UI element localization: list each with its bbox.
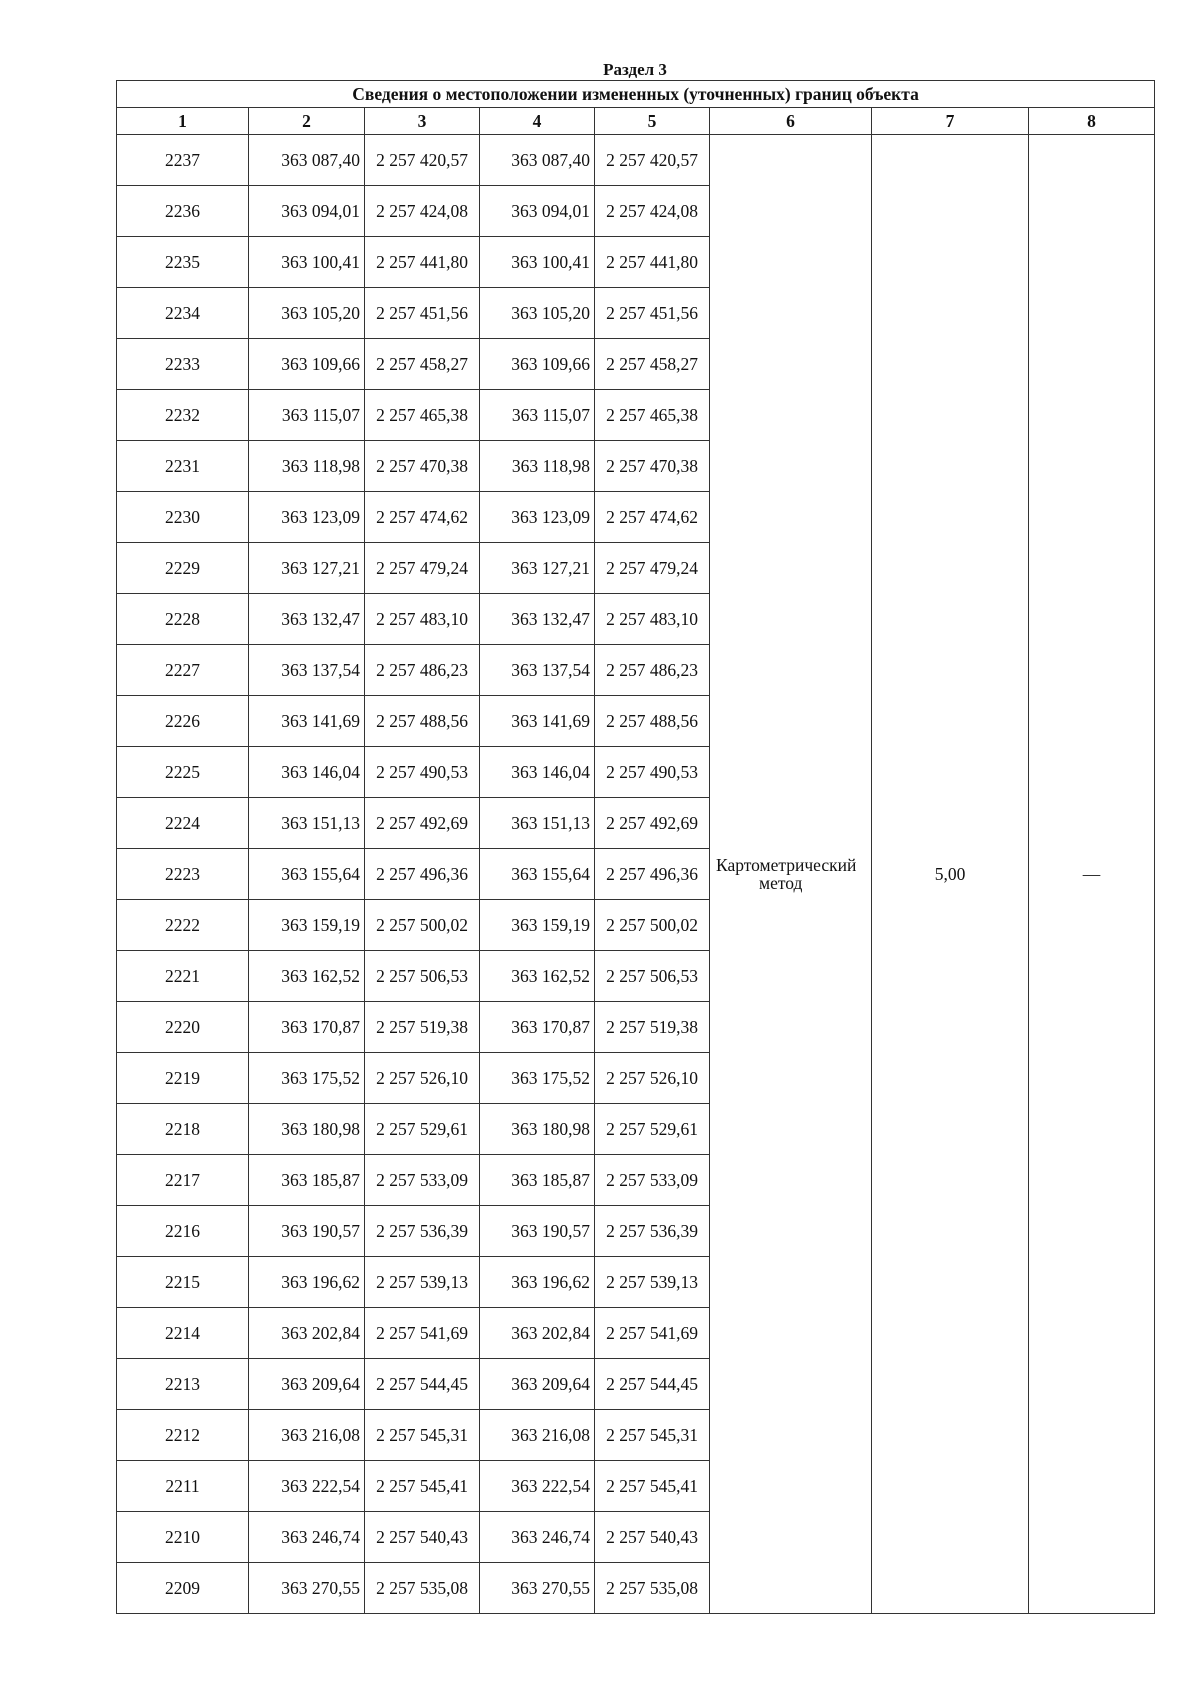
x-new-cell: 363 141,69 xyxy=(480,696,595,747)
x-new-cell: 363 270,55 xyxy=(480,1563,595,1614)
point-number-cell: 2219 xyxy=(117,1053,249,1104)
x-old-cell: 363 196,62 xyxy=(249,1257,365,1308)
table-body xyxy=(117,81,1155,1614)
y-new-cell: 2 257 465,38 xyxy=(595,390,710,441)
x-old-cell: 363 118,98 xyxy=(249,441,365,492)
point-number-cell: 2233 xyxy=(117,339,249,390)
x-old-cell: 363 185,87 xyxy=(249,1155,365,1206)
y-old-cell: 2 257 500,02 xyxy=(365,900,480,951)
point-number-cell: 2237 xyxy=(117,135,249,186)
x-old-cell: 363 109,66 xyxy=(249,339,365,390)
y-new-cell: 2 257 451,56 xyxy=(595,288,710,339)
x-old-cell: 363 115,07 xyxy=(249,390,365,441)
point-number-cell: 2227 xyxy=(117,645,249,696)
y-old-cell: 2 257 488,56 xyxy=(365,696,480,747)
y-new-cell: 2 257 474,62 xyxy=(595,492,710,543)
y-old-cell: 2 257 506,53 xyxy=(365,951,480,1002)
y-old-cell: 2 257 519,38 xyxy=(365,1002,480,1053)
x-new-cell: 363 109,66 xyxy=(480,339,595,390)
point-number-cell: 2220 xyxy=(117,1002,249,1053)
point-number-cell: 2236 xyxy=(117,186,249,237)
column-number: 6 xyxy=(710,108,872,135)
x-old-cell: 363 202,84 xyxy=(249,1308,365,1359)
method-line2: метод xyxy=(759,873,803,893)
point-number-cell: 2215 xyxy=(117,1257,249,1308)
column-number: 3 xyxy=(365,108,480,135)
accuracy-cell: 5,00 xyxy=(872,135,1029,1614)
x-old-cell: 363 100,41 xyxy=(249,237,365,288)
point-number-cell: 2223 xyxy=(117,849,249,900)
x-old-cell: 363 170,87 xyxy=(249,1002,365,1053)
x-new-cell: 363 151,13 xyxy=(480,798,595,849)
y-new-cell: 2 257 529,61 xyxy=(595,1104,710,1155)
x-new-cell: 363 246,74 xyxy=(480,1512,595,1563)
point-number-cell: 2209 xyxy=(117,1563,249,1614)
y-new-cell: 2 257 424,08 xyxy=(595,186,710,237)
y-old-cell: 2 257 545,41 xyxy=(365,1461,480,1512)
y-new-cell: 2 257 545,41 xyxy=(595,1461,710,1512)
y-old-cell: 2 257 486,23 xyxy=(365,645,480,696)
x-new-cell: 363 132,47 xyxy=(480,594,595,645)
x-old-cell: 363 162,52 xyxy=(249,951,365,1002)
method-cell xyxy=(710,135,872,1614)
x-old-cell: 363 155,64 xyxy=(249,849,365,900)
y-new-cell: 2 257 539,13 xyxy=(595,1257,710,1308)
x-old-cell: 363 105,20 xyxy=(249,288,365,339)
x-old-cell: 363 190,57 xyxy=(249,1206,365,1257)
y-new-cell: 2 257 490,53 xyxy=(595,747,710,798)
y-old-cell: 2 257 458,27 xyxy=(365,339,480,390)
x-old-cell: 363 127,21 xyxy=(249,543,365,594)
point-number-cell: 2210 xyxy=(117,1512,249,1563)
section-title: Раздел 3 xyxy=(603,60,667,79)
x-old-cell: 363 151,13 xyxy=(249,798,365,849)
y-old-cell: 2 257 451,56 xyxy=(365,288,480,339)
y-old-cell: 2 257 526,10 xyxy=(365,1053,480,1104)
x-new-cell: 363 100,41 xyxy=(480,237,595,288)
x-new-cell: 363 146,04 xyxy=(480,747,595,798)
x-new-cell: 363 155,64 xyxy=(480,849,595,900)
point-number-cell: 2232 xyxy=(117,390,249,441)
y-new-cell: 2 257 541,69 xyxy=(595,1308,710,1359)
y-old-cell: 2 257 474,62 xyxy=(365,492,480,543)
x-old-cell: 363 094,01 xyxy=(249,186,365,237)
y-old-cell: 2 257 536,39 xyxy=(365,1206,480,1257)
x-new-cell: 363 170,87 xyxy=(480,1002,595,1053)
column-number: 1 xyxy=(117,108,249,135)
y-new-cell: 2 257 441,80 xyxy=(595,237,710,288)
x-new-cell: 363 118,98 xyxy=(480,441,595,492)
y-new-cell: 2 257 526,10 xyxy=(595,1053,710,1104)
x-old-cell: 363 146,04 xyxy=(249,747,365,798)
column-number: 7 xyxy=(872,108,1029,135)
point-number-cell: 2229 xyxy=(117,543,249,594)
column-number: 8 xyxy=(1029,108,1155,135)
y-old-cell: 2 257 490,53 xyxy=(365,747,480,798)
y-new-cell: 2 257 492,69 xyxy=(595,798,710,849)
y-new-cell: 2 257 500,02 xyxy=(595,900,710,951)
point-number-cell: 2216 xyxy=(117,1206,249,1257)
point-number-cell: 2211 xyxy=(117,1461,249,1512)
point-number-cell: 2234 xyxy=(117,288,249,339)
boundary-table xyxy=(116,80,1155,1614)
x-old-cell: 363 246,74 xyxy=(249,1512,365,1563)
method-line1: Картометрический xyxy=(716,855,857,875)
x-old-cell: 363 180,98 xyxy=(249,1104,365,1155)
x-new-cell: 363 162,52 xyxy=(480,951,595,1002)
x-new-cell: 363 202,84 xyxy=(480,1308,595,1359)
point-number-cell: 2225 xyxy=(117,747,249,798)
y-old-cell: 2 257 544,45 xyxy=(365,1359,480,1410)
y-new-cell: 2 257 420,57 xyxy=(595,135,710,186)
column-number-row xyxy=(117,108,1155,135)
x-new-cell: 363 127,21 xyxy=(480,543,595,594)
y-new-cell: 2 257 458,27 xyxy=(595,339,710,390)
x-old-cell: 363 141,69 xyxy=(249,696,365,747)
y-old-cell: 2 257 465,38 xyxy=(365,390,480,441)
y-old-cell: 2 257 496,36 xyxy=(365,849,480,900)
y-old-cell: 2 257 483,10 xyxy=(365,594,480,645)
x-old-cell: 363 087,40 xyxy=(249,135,365,186)
x-new-cell: 363 175,52 xyxy=(480,1053,595,1104)
y-new-cell: 2 257 488,56 xyxy=(595,696,710,747)
x-old-cell: 363 137,54 xyxy=(249,645,365,696)
x-new-cell: 363 123,09 xyxy=(480,492,595,543)
x-new-cell: 363 137,54 xyxy=(480,645,595,696)
point-number-cell: 2217 xyxy=(117,1155,249,1206)
x-new-cell: 363 159,19 xyxy=(480,900,595,951)
point-number-cell: 2228 xyxy=(117,594,249,645)
point-number-cell: 2235 xyxy=(117,237,249,288)
point-number-cell: 2231 xyxy=(117,441,249,492)
point-number-cell: 2212 xyxy=(117,1410,249,1461)
x-new-cell: 363 196,62 xyxy=(480,1257,595,1308)
x-old-cell: 363 216,08 xyxy=(249,1410,365,1461)
point-number-cell: 2214 xyxy=(117,1308,249,1359)
y-old-cell: 2 257 541,69 xyxy=(365,1308,480,1359)
point-number-cell: 2230 xyxy=(117,492,249,543)
x-new-cell: 363 216,08 xyxy=(480,1410,595,1461)
x-old-cell: 363 175,52 xyxy=(249,1053,365,1104)
y-new-cell: 2 257 535,08 xyxy=(595,1563,710,1614)
y-old-cell: 2 257 470,38 xyxy=(365,441,480,492)
table-caption: Сведения о местоположении измененных (уточненных) границ объекта xyxy=(117,81,1155,108)
y-new-cell: 2 257 496,36 xyxy=(595,849,710,900)
y-new-cell: 2 257 479,24 xyxy=(595,543,710,594)
y-old-cell: 2 257 424,08 xyxy=(365,186,480,237)
y-old-cell: 2 257 479,24 xyxy=(365,543,480,594)
y-new-cell: 2 257 506,53 xyxy=(595,951,710,1002)
point-number-cell: 2224 xyxy=(117,798,249,849)
x-old-cell: 363 209,64 xyxy=(249,1359,365,1410)
x-old-cell: 363 222,54 xyxy=(249,1461,365,1512)
y-new-cell: 2 257 533,09 xyxy=(595,1155,710,1206)
y-new-cell: 2 257 544,45 xyxy=(595,1359,710,1410)
point-number-cell: 2222 xyxy=(117,900,249,951)
y-old-cell: 2 257 535,08 xyxy=(365,1563,480,1614)
point-number-cell: 2218 xyxy=(117,1104,249,1155)
column8-cell: — xyxy=(1029,135,1155,1614)
y-new-cell: 2 257 483,10 xyxy=(595,594,710,645)
x-new-cell: 363 209,64 xyxy=(480,1359,595,1410)
y-old-cell: 2 257 529,61 xyxy=(365,1104,480,1155)
x-new-cell: 363 190,57 xyxy=(480,1206,595,1257)
y-new-cell: 2 257 540,43 xyxy=(595,1512,710,1563)
y-new-cell: 2 257 536,39 xyxy=(595,1206,710,1257)
x-new-cell: 363 222,54 xyxy=(480,1461,595,1512)
y-old-cell: 2 257 420,57 xyxy=(365,135,480,186)
column-number: 5 xyxy=(595,108,710,135)
y-old-cell: 2 257 545,31 xyxy=(365,1410,480,1461)
table-caption-row xyxy=(117,81,1155,108)
y-old-cell: 2 257 441,80 xyxy=(365,237,480,288)
x-old-cell: 363 123,09 xyxy=(249,492,365,543)
x-new-cell: 363 115,07 xyxy=(480,390,595,441)
y-old-cell: 2 257 533,09 xyxy=(365,1155,480,1206)
y-old-cell: 2 257 492,69 xyxy=(365,798,480,849)
point-number-cell: 2226 xyxy=(117,696,249,747)
y-new-cell: 2 257 545,31 xyxy=(595,1410,710,1461)
column-number: 2 xyxy=(249,108,365,135)
table-row xyxy=(117,135,1155,186)
point-number-cell: 2221 xyxy=(117,951,249,1002)
x-old-cell: 363 132,47 xyxy=(249,594,365,645)
y-new-cell: 2 257 519,38 xyxy=(595,1002,710,1053)
y-new-cell: 2 257 486,23 xyxy=(595,645,710,696)
x-old-cell: 363 159,19 xyxy=(249,900,365,951)
x-new-cell: 363 180,98 xyxy=(480,1104,595,1155)
point-number-cell: 2213 xyxy=(117,1359,249,1410)
x-new-cell: 363 094,01 xyxy=(480,186,595,237)
column-number: 4 xyxy=(480,108,595,135)
x-new-cell: 363 105,20 xyxy=(480,288,595,339)
x-old-cell: 363 270,55 xyxy=(249,1563,365,1614)
x-new-cell: 363 185,87 xyxy=(480,1155,595,1206)
y-old-cell: 2 257 540,43 xyxy=(365,1512,480,1563)
y-old-cell: 2 257 539,13 xyxy=(365,1257,480,1308)
y-new-cell: 2 257 470,38 xyxy=(595,441,710,492)
x-new-cell: 363 087,40 xyxy=(480,135,595,186)
